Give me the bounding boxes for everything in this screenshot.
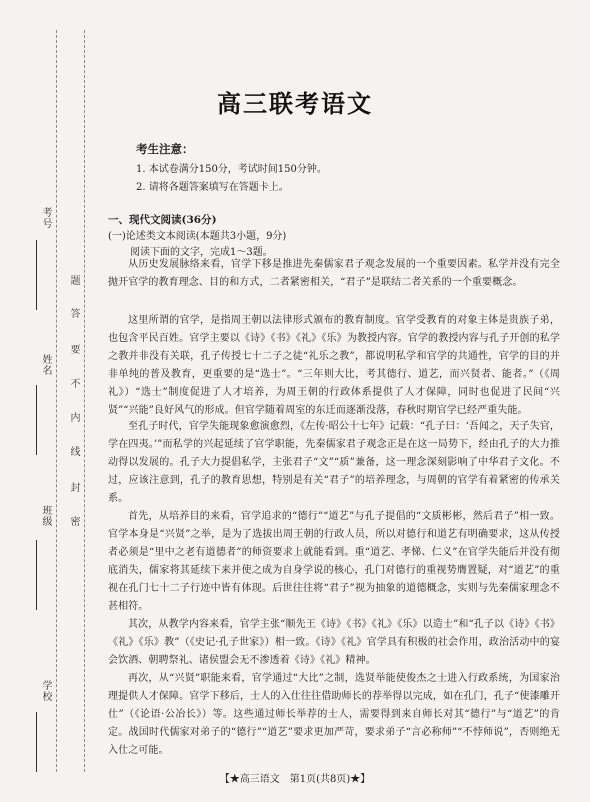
exam-number-blank (36, 240, 37, 310)
notice-heading: 考生注意： (136, 142, 194, 156)
page-footer: 【★高三语文 第1页(共8页)★】 (219, 774, 371, 785)
exam-number-label: 考号 (40, 207, 51, 229)
paragraph-5: 其次，从教学内容来看，官学主张“顺先王《诗》《书》《礼》《乐》以造士”和“孔子以《诗》《书》《礼》《乐》教”（《史记·孔子世家》）相一致。《诗》《礼》官学具有积极的社会作用，政治活动中的宴会饮酒、朝聘祭礼、诸侯盟会无不渗透着《诗》《礼》精神。 (108, 619, 560, 667)
paragraph-3: 至孔子时代，官学失能现象愈演愈烈，《左传·昭公十七年》记载：“孔子曰：‘吾闻之，天子失官，学在四夷。’”而私学的兴起延续了官学职能，先秦儒家君子观念正是在这一局势下，经由孔子的大力推动得以发展的。孔子大力提倡私学，主张君子“文”“质”兼备，这一理念深刻影响了中华君子文化。不过，应该注意到，孔子的教育思想，特别是有关“君子”的培养理念，与周朝的官学有着紧密的传承关系。 (108, 421, 560, 505)
notice-item: 2. 请将各题答案填写在答题卡上。 (136, 182, 289, 193)
fold-char: 线 (68, 446, 79, 456)
reading-instruction: 阅读下面的文字，完成1～3题。 (130, 247, 273, 258)
fold-char: 题 (68, 275, 79, 285)
school-label: 学校 (40, 680, 51, 702)
subsection-heading: (一)论述类文本阅读(本题共3小题，9分) (108, 231, 287, 242)
fold-char: 不 (68, 378, 79, 388)
fold-char: 内 (68, 412, 79, 422)
school-blank (36, 712, 37, 772)
paragraph-4: 首先，从培养目的来看，官学追求的“德行”“道艺”与孔子提倡的“文质彬彬，然后君子”相一致。官学本身是“兴贤”之举，是为了选拔出周王朝的行政人员，所以对德行和道艺有明确要求，这从传授者必须是“里中之老有道德者”的师资要求上就能看到。重“道艺、孝悌、仁义”在官学失能后并没有彻底消失，儒家将其延续下来并使之成为自身学说的核心，孔门对德行的重视势膺置疑，对“道艺”的重视在孔门七十二子行迹中皆有体现。后世往往将“君子”视为抽象的道德概念，实则与先秦儒家理念不甚相符。 (108, 511, 560, 613)
name-label: 姓名 (40, 354, 51, 376)
name-blank (36, 385, 37, 455)
paragraph-1: 从历史发展脉络来看，官学下移是推进先秦儒家君子观念发展的一个重要因素。私学并没有完全抛开官学的教育理念、目的和方式，二者紧密相关，“君子”是联结二者关系的一个重要概念。 (108, 259, 560, 289)
paragraph-6: 再次，从“兴贤”职能来看，官学通过“大比”之制，选贤举能使俊杰之士进入行政系统，为国家治理提供人才保障。官学下移后，士人的入仕往往借助师长的荐举得以完成，如在孔门，孔子“使漆雕开仕”（《论语·公冶长》）等。这些通过师长举荐的士人，需要得到来自师长对其“德行”与“道艺”的肯定。战国时代儒家对弟子的“德行”“道艺”要求更加严苛，要求弟子“言必称师”“不悖师说”，否则绝无入仕之可能。 (108, 673, 560, 757)
notice-item: 1. 本试卷满分150分，考试时间150分钟。 (136, 164, 327, 175)
paragraph-2: 这里所谓的官学，是指周王朝以法律形式颁布的教育制度。官学受教育的对象主体是贵族子弟，也包含平民百姓。官学主要以《诗》《书》《礼》《乐》为教授内容。官学的教授内容与孔子开创的私学之教并非没有关联，孔子传授七十二子之徒“礼乐之教”，都说明私学和官学的共通性，官学的目的并非单纯的普及教育，更重要的是“选士”。“三年则大比，考其德行、道艺，而兴贤者、能者。”（《周礼》）“选士”制度促进了人才培养，为周王朝的行政体系提供了人才保障，同时也促进了民间“兴贤”“兴能”良好风气的形成。但官学随着周室的东迁而逐渐没落，春秋时期官学已经严重失能。 (108, 315, 560, 417)
binding-margin (0, 0, 96, 802)
fold-char: 要 (68, 344, 79, 354)
fold-char: 答 (68, 308, 79, 318)
class-blank (36, 540, 37, 610)
binding-dashed-line (56, 30, 57, 772)
binding-dashed-line-inner (84, 30, 85, 772)
page-title: 高三联考语文 (217, 89, 373, 118)
fold-char: 封 (68, 482, 79, 492)
class-label: 班级 (40, 505, 51, 527)
fold-char: 密 (68, 516, 79, 526)
section-heading: 一、现代文阅读(36分) (108, 214, 217, 226)
